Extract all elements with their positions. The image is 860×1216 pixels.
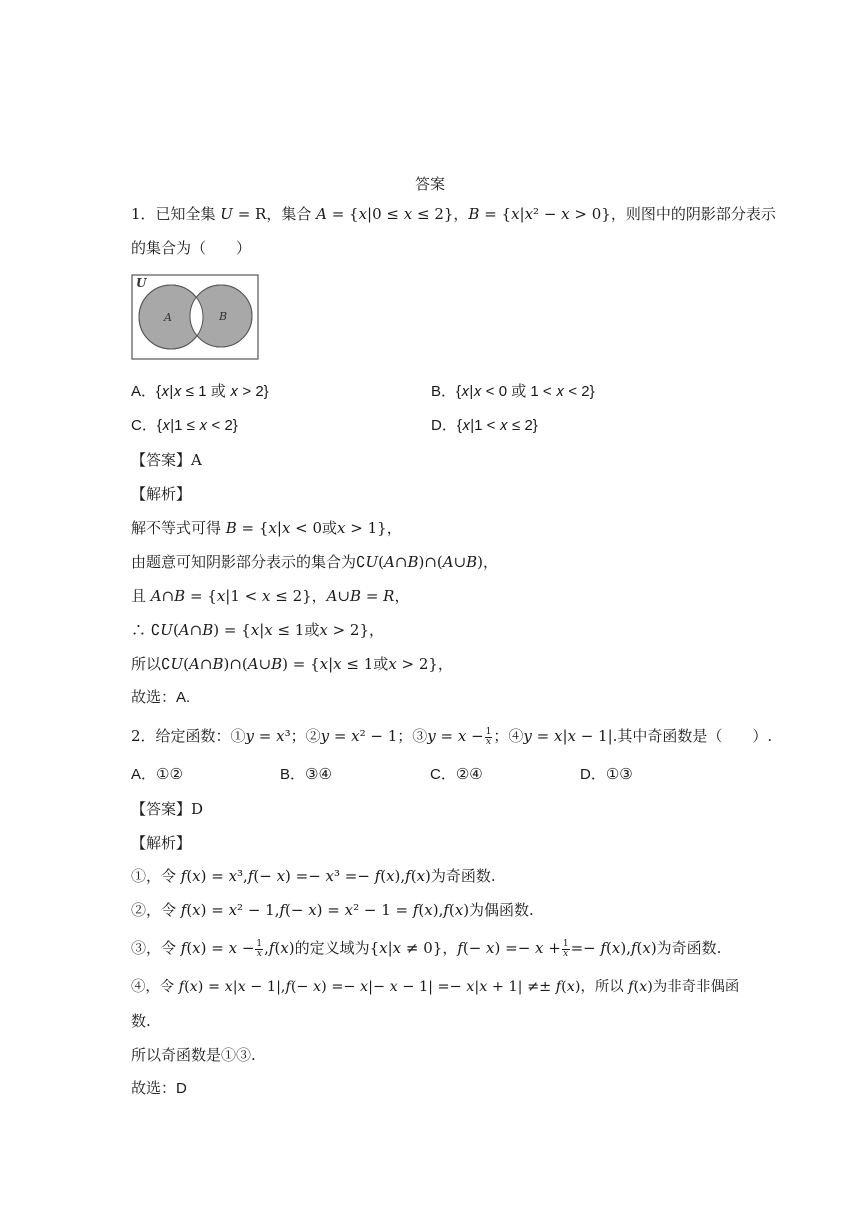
q1-stem-line2: 的集合为（ ） <box>131 239 252 257</box>
q2-answer: 【答案】D <box>131 800 204 818</box>
fraction: $\frac{1}{\text{𝑥}}$ <box>562 938 569 959</box>
q2-stem: 2．给定函数：①𝑦 = 𝑥³；②𝑦 = 𝑥² − 1；③𝑦 = 𝑥 − $\frac{1}{\text{𝑥}}$ ；④𝑦 = 𝑥|𝑥 − 1|.其中奇函数是（ ）. <box>131 726 773 747</box>
q1-option-d: D．{𝑥|1 < 𝑥 ≤ 2} <box>431 417 538 434</box>
q2-option-a: A．①② <box>131 766 183 783</box>
set-a-label: A <box>164 311 172 324</box>
q2-step-4-line1: ④，令 𝑓(𝑥) = 𝑥|𝑥 − 1|,𝑓(− 𝑥) =− 𝑥|− 𝑥 − 1| =− 𝑥|𝑥 + 1| ≠± 𝑓(𝑥)，所以 𝑓(𝑥)为非奇非偶函 <box>131 979 740 995</box>
set-b-label: B <box>219 310 228 323</box>
venn-diagram <box>131 274 259 360</box>
q2-final: 故选：D <box>131 1080 187 1097</box>
q2-conclusion: 所以奇函数是①③. <box>131 1046 256 1064</box>
q2-step-1: ①，令 𝑓(𝑥) = 𝑥³,𝑓(− 𝑥) =− 𝑥³ =− 𝑓(𝑥),𝑓(𝑥)为奇函数. <box>131 867 496 885</box>
q2-step-3: ③，令 𝑓(𝑥) = 𝑥 − $\frac{1}{\text{𝑥}}$ ,𝑓(𝑥)的定义域为{𝑥|𝑥 ≠ 0}，𝑓(− 𝑥) =− 𝑥 + $\frac{1}{\text{𝑥}}$ =− 𝑓(𝑥),𝑓(𝑥)为奇函数. <box>131 938 722 959</box>
q2-step-2: ②，令 𝑓(𝑥) = 𝑥² − 1,𝑓(− 𝑥) = 𝑥² − 1 = 𝑓(𝑥),𝑓(𝑥)为偶函数. <box>131 901 534 919</box>
fraction: $\frac{1}{\text{𝑥}}$ <box>256 938 263 959</box>
q1-option-c: C．{𝑥|1 ≤ 𝑥 < 2} <box>131 417 238 434</box>
fraction: $\frac{1}{\text{𝑥}}$ <box>485 726 492 747</box>
q1-answer: 【答案】A <box>131 451 202 469</box>
q1-step: 所以∁𝑈(𝐴∩𝐵)∩(𝐴∪𝐵) = {𝑥|𝑥 ≤ 1或𝑥 > 2}， <box>131 655 453 673</box>
q1-step: 且 𝐴∩𝐵 = {𝑥|1 < 𝑥 ≤ 2}，𝐴∪𝐵 = 𝑅， <box>131 587 410 605</box>
q2-analysis-heading: 【解析】 <box>131 834 192 852</box>
q1-analysis-heading: 【解析】 <box>131 485 192 503</box>
q1-final: 故选：A. <box>131 689 191 706</box>
q1-option-b: B．{𝑥|𝑥 < 0 或 1 < 𝑥 < 2} <box>431 383 595 400</box>
q1-stem-line1: 1．已知全集 𝑈 = R，集合 𝐴 = {𝑥|0 ≤ 𝑥 ≤ 2}，𝐵 = {𝑥|𝑥² − 𝑥 > 0}，则图中的阴影部分表示 <box>131 205 776 223</box>
q1-step: 由题意可知阴影部分表示的集合为∁𝑈(𝐴∩𝐵)∩(𝐴∪𝐵)， <box>131 553 499 571</box>
q1-step: ∴ ∁𝑈(𝐴∩𝐵) = {𝑥|𝑥 ≤ 1或𝑥 > 2}， <box>131 621 385 639</box>
page-title: 答案 <box>414 175 445 193</box>
universe-label: U <box>136 276 147 290</box>
q2-option-c: C．②④ <box>430 766 483 783</box>
q2-option-b: B．③④ <box>280 766 332 783</box>
q2-option-d: D．①③ <box>580 766 633 783</box>
q1-step: 解不等式可得 𝐵 = {𝑥|𝑥 < 0或𝑥 > 1}， <box>131 519 402 537</box>
q1-option-a: A．{𝑥|𝑥 ≤ 1 或 𝑥 > 2} <box>131 383 269 400</box>
q2-step-4-line2: 数. <box>131 1012 151 1030</box>
